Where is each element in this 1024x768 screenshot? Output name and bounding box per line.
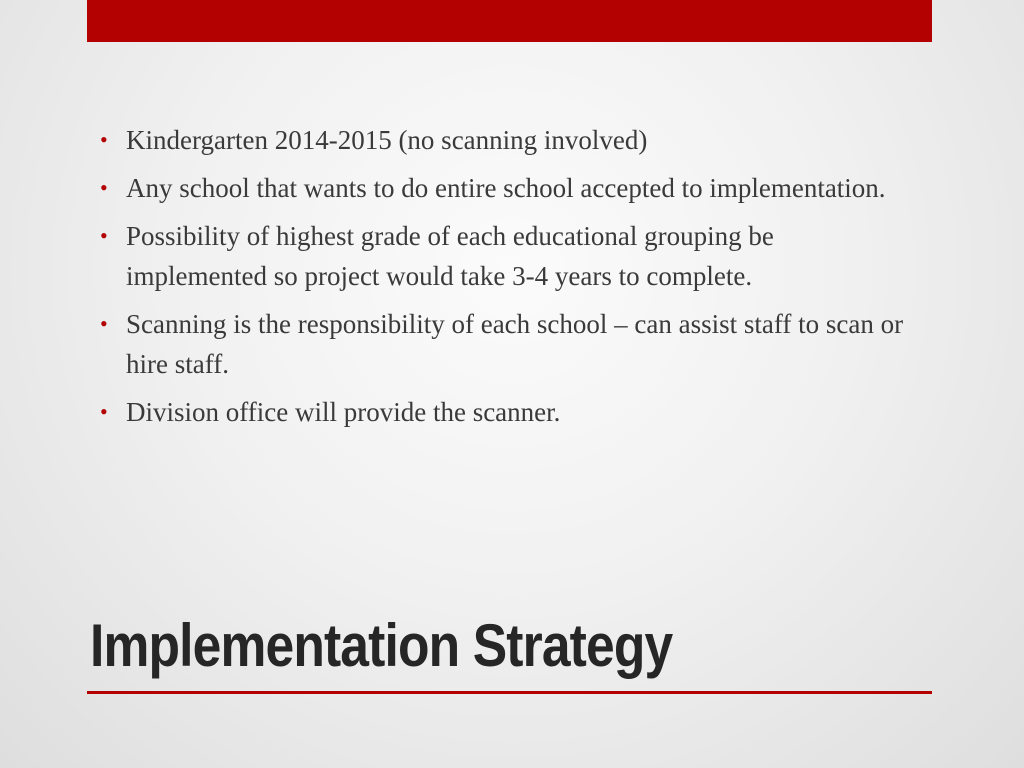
bullet-text: Any school that wants to do entire school accepted to implementation. (126, 173, 886, 203)
bullet-list (100, 120, 920, 440)
title-underline (87, 691, 932, 694)
bullet-icon: • (100, 127, 108, 152)
bullet-item-2 (100, 168, 920, 208)
bullet-item-5 (100, 392, 920, 432)
bullet-text: Possibility of highest grade of each educational grouping be implemented so project would take 3-4 years to complete. (126, 221, 774, 291)
bullet-icon: • (100, 223, 108, 248)
bullet-icon: • (100, 399, 108, 424)
bullet-text: Scanning is the responsibility of each school – can assist staff to scan or hire staff. (126, 309, 904, 379)
bullet-icon: • (100, 311, 108, 336)
bullet-item-1 (100, 120, 920, 160)
top-accent-bar (87, 0, 932, 42)
bullet-icon: • (100, 175, 108, 200)
slide-title: Implementation Strategy (90, 612, 673, 679)
bullet-item-4 (100, 304, 920, 384)
bullet-item-3 (100, 216, 920, 296)
bullet-text: Division office will provide the scanner. (126, 397, 561, 427)
bullet-text: Kindergarten 2014-2015 (no scanning involved) (126, 125, 648, 155)
